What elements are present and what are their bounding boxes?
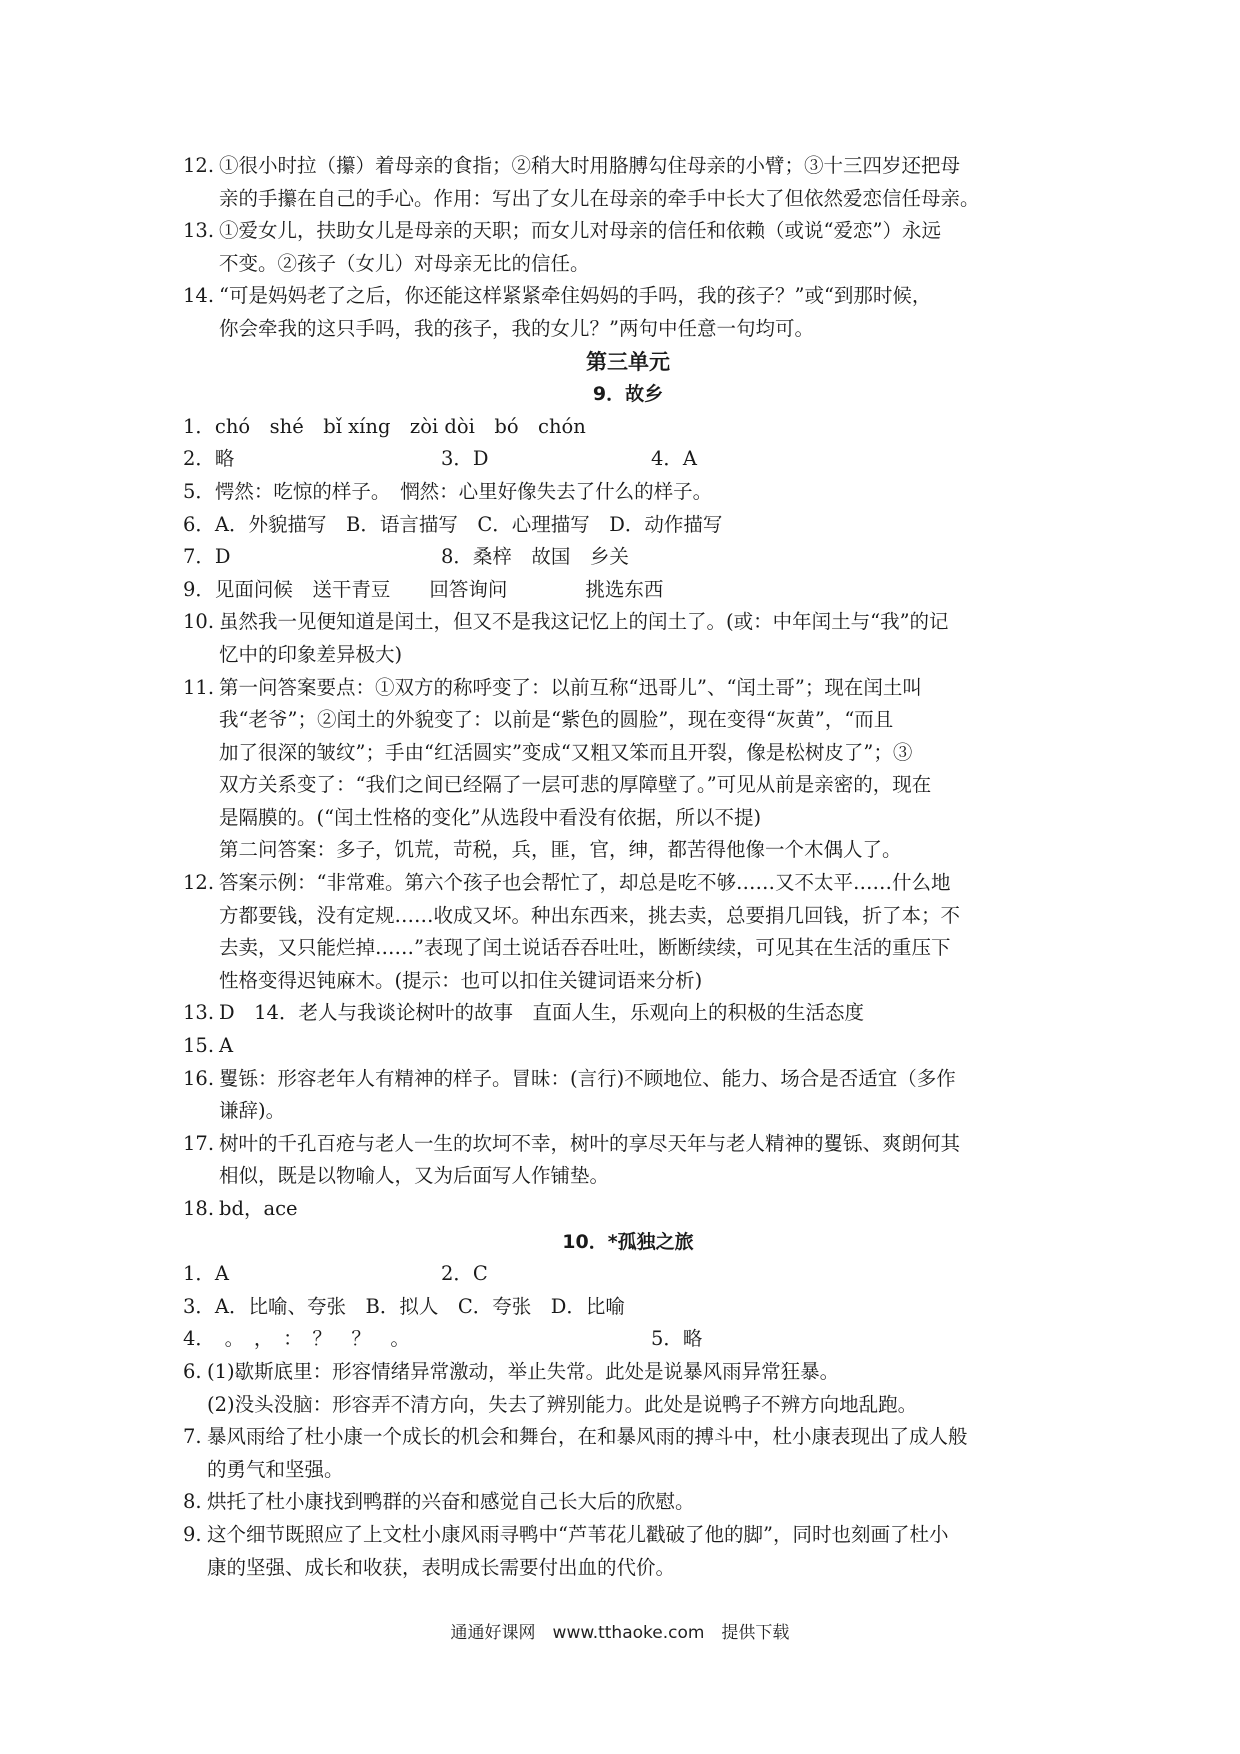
item-text-line: 暴风雨给了杜小康一个成长的机会和舞台，在和暴风雨的搏斗中，杜小康表现出了成人般 (207, 1425, 968, 1449)
answer-9: 9．见面问候 送干青豆 回答询问 挑选东西 (183, 577, 664, 601)
item-text-line: “可是妈妈老了之后，你还能这样紧紧牵住妈妈的手吗，我的孩子？”或“到那时候， (219, 284, 932, 308)
lesson-9-title: 9．故乡 (592, 383, 664, 406)
item-text-line: 不变。②孩子（女儿）对母亲无比的信任。 (219, 251, 590, 275)
answer-pinyin: 1．chó shé bǐ xíng zòi dòi bó chón (183, 414, 586, 438)
item-number: 16. (183, 1066, 215, 1090)
item-text-line: D 14．老人与我谈论树叶的故事 直面人生，乐观向上的积极的生活态度 (219, 1001, 864, 1025)
answer-item-9-12 (183, 867, 1073, 997)
answer-row-4-5 (183, 1323, 1073, 1356)
item-text-line: 性格变得迟钝麻木。(提示：也可以扣住关键词语来分析) (219, 968, 703, 992)
answer-1: 1．A (183, 1262, 229, 1286)
answer-row-2-4 (183, 443, 1073, 476)
item-text-line: ①很小时拉（攥）着母亲的食指；②稍大时用胳膊勾住母亲的小臂；③十三四岁还把母 (219, 154, 961, 177)
item-text-line: 方都要钱，没有定规……收成又坏。种出东西来，挑去卖，总要捐几回钱，折了本；不 (219, 903, 961, 927)
answer-row-7-8 (183, 541, 1073, 574)
answer-item-10-9 (183, 1519, 1073, 1584)
answer-row-9 (183, 574, 1073, 607)
answer-row-1-2 (183, 1258, 1073, 1291)
answer-2: 2．C (441, 1262, 488, 1286)
item-text-line: 答案示例：“非常难。第六个孩子也会帮忙了，却总是吃不够……又不太平……什么地 (219, 871, 951, 895)
item-text-line: 双方关系变了：“我们之间已经隔了一层可悲的厚障壁了。”可见从前是亲密的，现在 (219, 773, 932, 797)
answer-item-9-10 (183, 606, 1073, 671)
item-text-line: 忆中的印象差异极大) (219, 642, 403, 666)
item-text-line: 虽然我一见便知道是闰土，但又不是我这记忆上的闰土了。(或：中年闰土与“我”的记 (219, 610, 949, 634)
answer-item-10-6 (183, 1356, 1073, 1421)
item-number: 9. (183, 1522, 202, 1546)
item-text-line: 树叶的千孔百疮与老人一生的坎坷不幸，树叶的享尽天年与老人精神的矍铄、爽朗何其 (219, 1131, 961, 1155)
answer-item-12 (183, 150, 1073, 215)
item-text-line: 烘托了杜小康找到鸭群的兴奋和感觉自己长大后的欣慰。 (207, 1490, 695, 1514)
answer-item-10-8 (183, 1486, 1073, 1519)
answer-row-3 (183, 1291, 1073, 1324)
answer-row-1 (183, 411, 1073, 444)
answer-item-10-7 (183, 1421, 1073, 1486)
item-number: 15. (183, 1034, 215, 1058)
answer-6: 6．A．外貌描写 B．语言描写 C．心理描写 D．动作描写 (183, 512, 723, 536)
item-number: 7. (183, 1425, 202, 1449)
answer-item-9-15 (183, 1030, 1073, 1063)
answer-3: 3．D (441, 447, 489, 471)
answer-item-9-16 (183, 1063, 1073, 1128)
lesson-10-title: 10．*孤独之旅 (562, 1230, 694, 1253)
answer-8: 8．桑梓 故国 乡关 (441, 545, 629, 569)
item-text-line: 我“老爷”；②闰土的外貌变了：以前是“紫色的圆脸”，现在变得“灰黄”，“而且 (219, 708, 894, 732)
item-text-line: 是隔膜的。(“闰土性格的变化”从选段中看没有依据，所以不提) (219, 805, 762, 829)
item-number: 17. (183, 1131, 215, 1155)
answer-item-14 (183, 280, 1073, 345)
item-text-line: 谦辞)。 (219, 1099, 286, 1123)
item-number: 13. (183, 1001, 215, 1025)
item-text-line: 你会牵我的这只手吗，我的孩子，我的女儿？”两句中任意一句均可。 (219, 316, 814, 340)
item-text-line: 的勇气和坚强。 (207, 1457, 344, 1481)
item-number: 18. (183, 1197, 215, 1220)
item-number: 8. (183, 1490, 202, 1514)
answer-5: 5．愕然：吃惊的样子。 惘然：心里好像失去了什么的样子。 (183, 479, 713, 503)
answer-item-9-17 (183, 1128, 1073, 1193)
item-number: 14. (183, 284, 215, 308)
answer-item-9-11 (183, 672, 1073, 868)
answer-key-content (183, 150, 1073, 1584)
item-text-line: A (219, 1034, 234, 1058)
item-text-line: 去卖，又只能烂掉……”表现了闰土说话吞吞吐吐，断断续续，可见其在生活的重压下 (219, 936, 951, 960)
answer-2: 2．略 (183, 447, 235, 471)
answer-4: 4． 。 ， ： ？ ？ 。 (183, 1327, 410, 1351)
item-number: 12. (183, 154, 215, 177)
answer-3: 3．A．比喻、夸张 B．拟人 C．夸张 D．比喻 (183, 1294, 625, 1318)
item-text-line: 第二问答案：多子，饥荒，苛税，兵，匪，官，绅，都苦得他像一个木偶人了。 (219, 838, 902, 862)
item-text-line: 矍铄：形容老年人有精神的样子。冒昧：(言行)不顾地位、能力、场合是否适宜（多作 (219, 1066, 956, 1090)
unit-title: 第三单元 (586, 349, 670, 374)
item-text-line: ①爱女儿，扶助女儿是母亲的天职；而女儿对母亲的信任和依赖（或说“爱恋”）永远 (219, 219, 941, 243)
item-text-line: 亲的手攥在自己的手心。作用：写出了女儿在母亲的牵手中长大了但依然爱恋信任母亲。 (219, 186, 980, 210)
item-text-line: 康的坚强、成长和收获，表明成长需要付出血的代价。 (207, 1555, 676, 1579)
answer-item-13 (183, 215, 1073, 280)
item-text-line: (2)没头没脑：形容弄不清方向，失去了辨别能力。此处是说鸭子不辨方向地乱跑。 (207, 1392, 918, 1416)
item-number: 13. (183, 219, 215, 243)
item-text-line: bd，ace (219, 1197, 298, 1220)
item-number: 11. (183, 675, 215, 699)
answer-item-9-18 (183, 1193, 1073, 1226)
item-text-line: (1)歇斯底里：形容情绪异常激动，举止失常。此处是说暴风雨异常狂暴。 (207, 1359, 840, 1383)
item-text-line: 加了很深的皱纹”；手由“红活圆实”变成“又粗又笨而且开裂，像是松树皮了”；③ (219, 740, 913, 764)
item-text-line: 这个细节既照应了上文杜小康风雨寻鸭中“芦苇花儿戳破了他的脚”，同时也刻画了杜小 (207, 1522, 949, 1546)
page-footer: 通通好课网 www.tthaoke.com 提供下载 (450, 1623, 790, 1643)
answer-row-6 (183, 509, 1073, 542)
answer-7: 7．D (183, 545, 231, 569)
item-text-line: 第一问答案要点：①双方的称呼变了：以前互称“迅哥儿”、“闰土哥”；现在闰土叫 (219, 675, 922, 699)
item-text-line: 相似，既是以物喻人，又为后面写人作铺垫。 (219, 1164, 610, 1188)
item-number: 10. (183, 610, 215, 634)
answer-item-9-13 (183, 997, 1073, 1030)
item-number: 12. (183, 871, 215, 895)
answer-row-5 (183, 476, 1073, 509)
item-number: 6. (183, 1359, 202, 1383)
answer-4: 4．A (651, 447, 697, 471)
answer-5: 5．略 (651, 1327, 703, 1351)
